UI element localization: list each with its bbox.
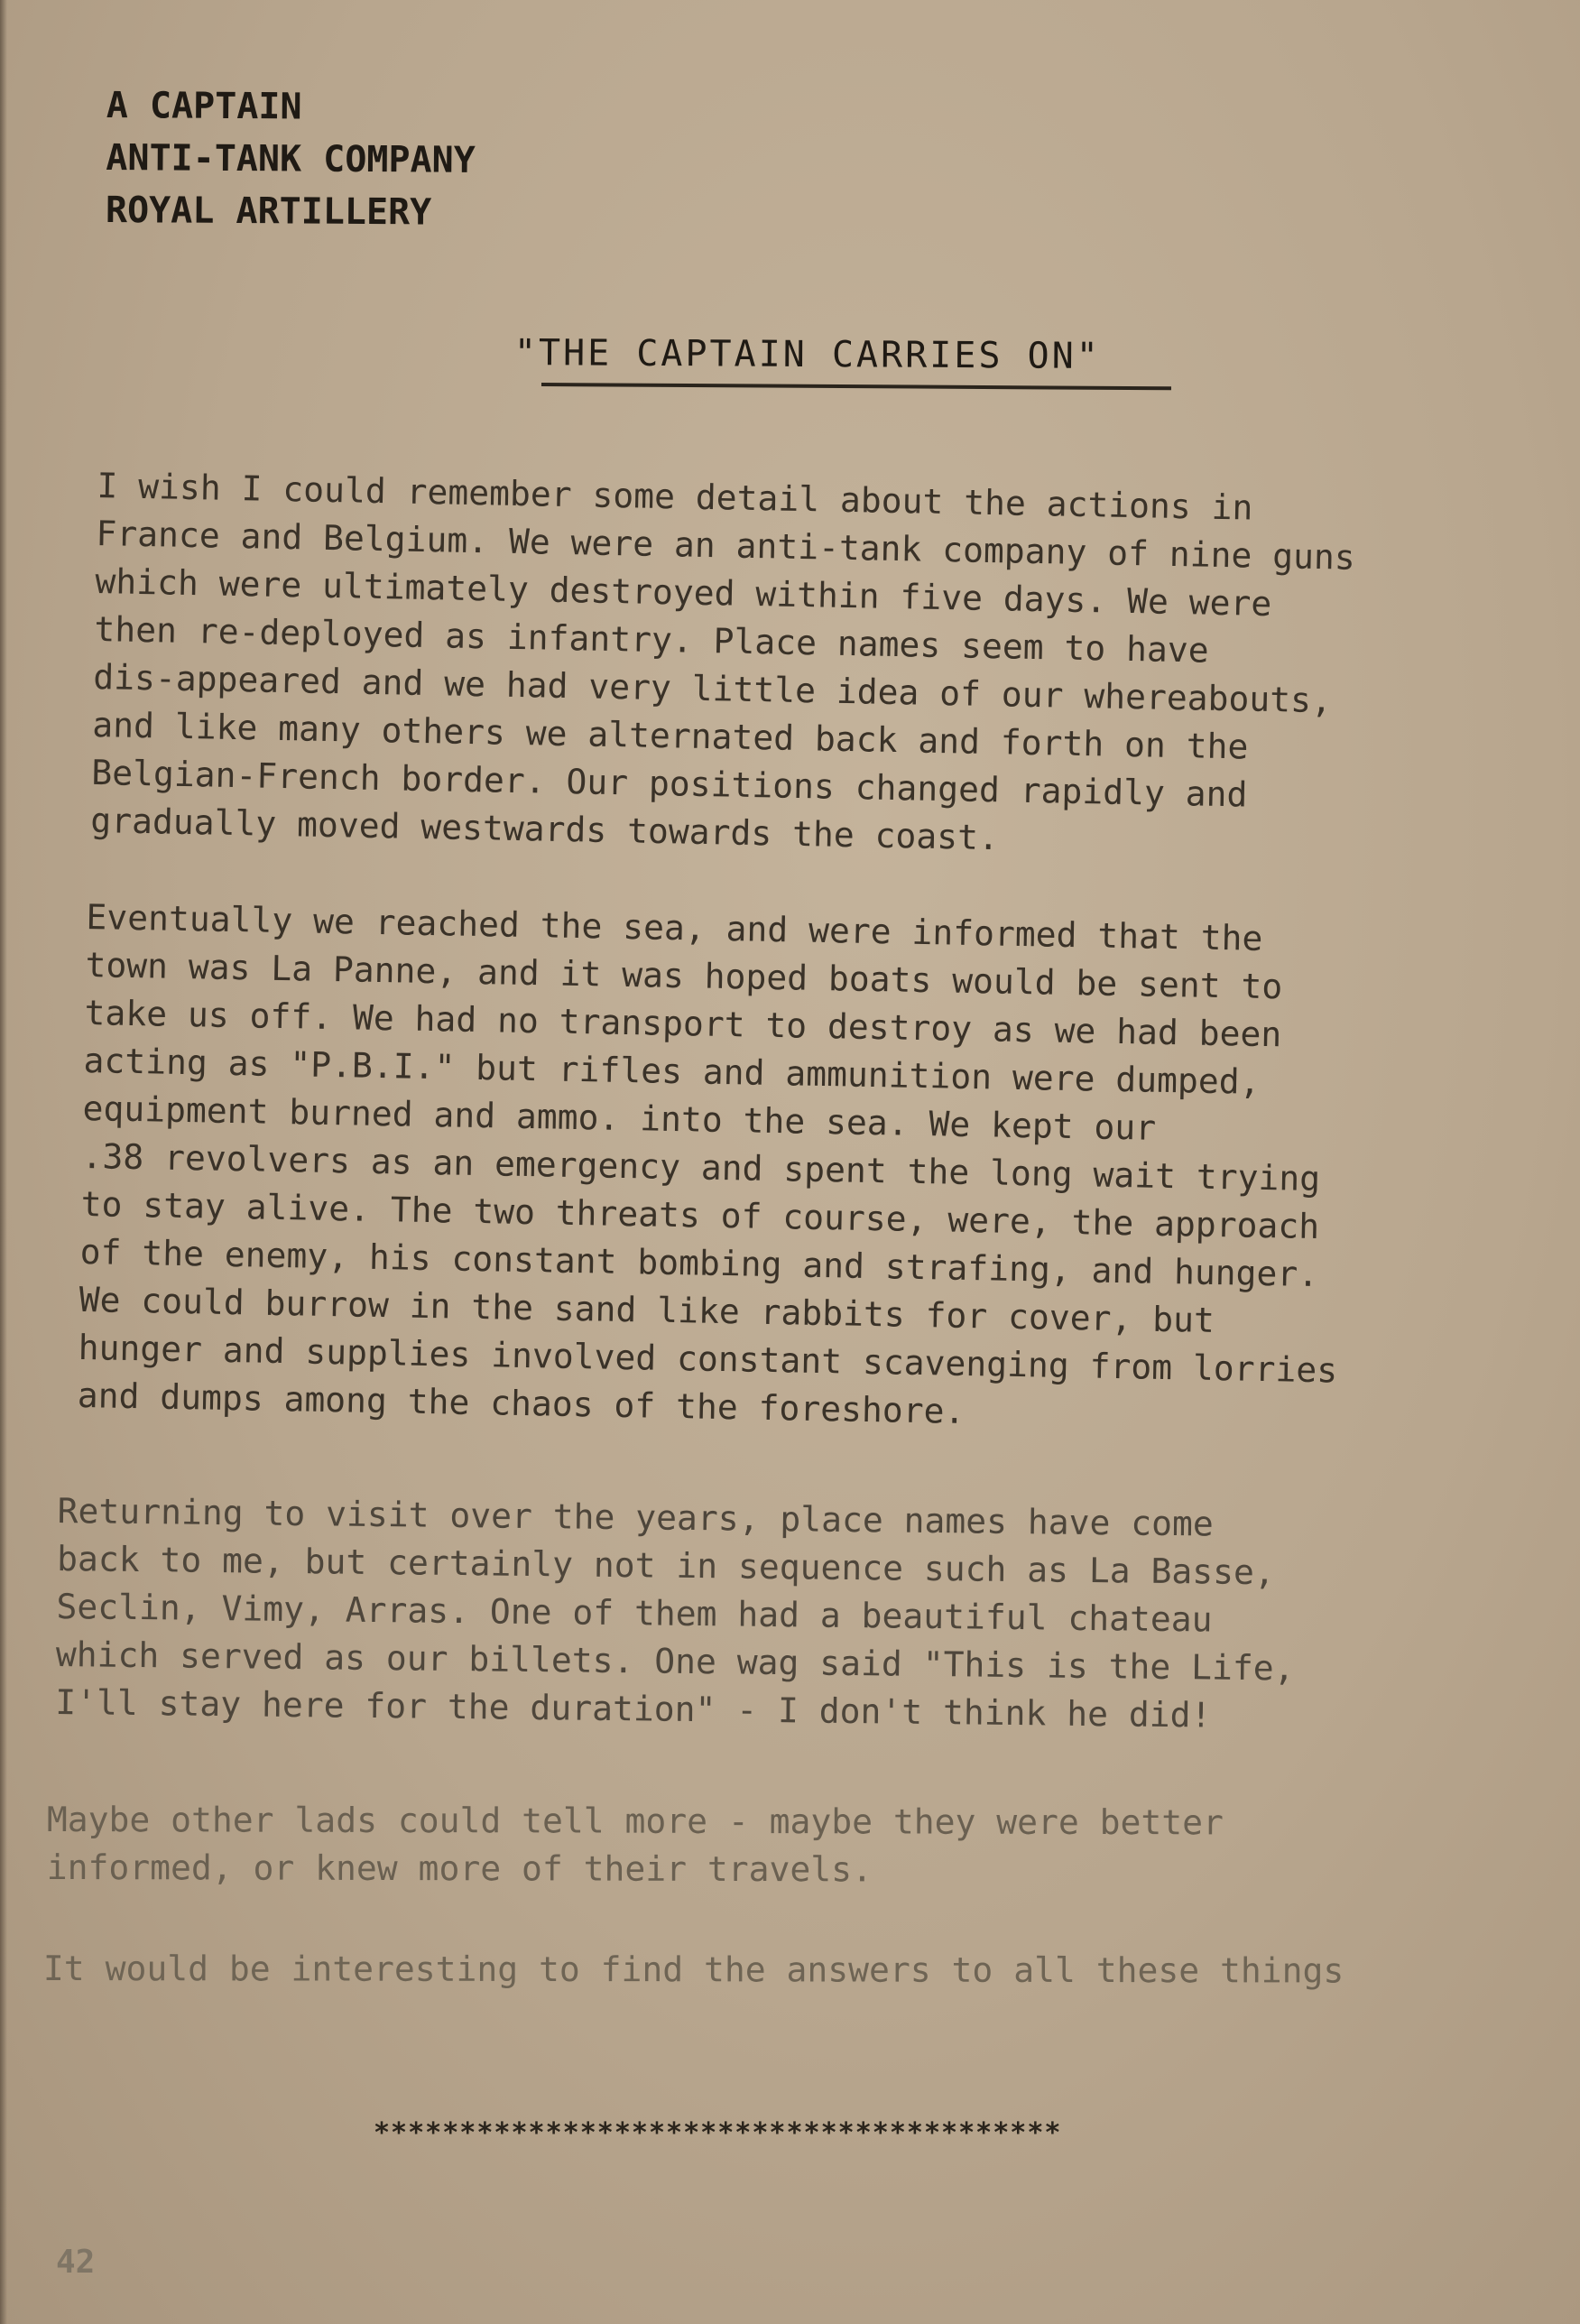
- text-line: which were ultimately destroyed within five days. We were: [95, 560, 1272, 625]
- text-line: France and Belgium. We were an anti-tank company of nine guns: [96, 513, 1356, 578]
- document-title: "THE CAPTAIN CARRIES ON": [513, 332, 1101, 377]
- text-line: and like many others we alternated back and forth on the: [91, 704, 1249, 767]
- text-line: to stay alive. The two threats of course, were, the approach: [80, 1183, 1320, 1247]
- text-line: hunger and supplies involved constant scavenging from lorries: [78, 1327, 1338, 1391]
- asterisk-separator: ****************************************: [374, 2117, 1062, 2149]
- text-line: .38 revolvers as an emergency and spent the long wait trying: [81, 1135, 1321, 1199]
- text-line: gradually moved westwards towards the coast.: [89, 800, 1000, 858]
- header-line: ROYAL ARTILLERY: [105, 189, 432, 234]
- text-line: back to me, but certainly not in sequence such as La Basse,: [56, 1538, 1276, 1593]
- title-underline: [541, 383, 1171, 390]
- paragraph-5: [43, 1945, 1344, 1995]
- text-line: Belgian-French border. Our positions changed rapidly and: [90, 752, 1248, 815]
- page-number: 42: [56, 2244, 96, 2281]
- text-line: Maybe other lads could tell more - maybe they were better: [46, 1800, 1224, 1843]
- paragraph-2: [77, 893, 1345, 1442]
- text-line: I wish I could remember some detail about the actions in: [97, 465, 1253, 528]
- text-line: It would be interesting to find the answers to all these things: [42, 1949, 1344, 1991]
- text-line: dis-appeared and we had very little idea of our whereabouts,: [93, 656, 1333, 721]
- text-line: of the enemy, his constant bombing and strafing, and hunger.: [79, 1231, 1319, 1295]
- page-edge-shadow: [0, 0, 7, 2324]
- text-line: and dumps among the chaos of the foreshore.: [77, 1375, 966, 1431]
- paragraph-3: [55, 1487, 1297, 1741]
- text-line: Eventually we reached the sea, and were informed that the: [86, 896, 1263, 958]
- author-header: [106, 79, 476, 239]
- text-line: take us off. We had no transport to destroy as we had been: [84, 992, 1282, 1055]
- paragraph-1: [90, 462, 1356, 869]
- text-line: I'll stay here for the duration" - I don't think he did!: [55, 1681, 1212, 1736]
- text-line: then re-deployed as infantry. Place names seem to have: [94, 608, 1210, 671]
- text-line: acting as "P.B.I." but rifles and ammunition were dumped,: [83, 1040, 1261, 1102]
- text-line: town was La Panne, and it was hoped boats would be sent to: [85, 944, 1283, 1007]
- text-line: Seclin, Vimy, Arras. One of them had a beautiful chateau: [56, 1586, 1213, 1640]
- header-line: ANTI-TANK COMPANY: [106, 136, 476, 181]
- text-line: equipment burned and ammo. into the sea. We kept our: [82, 1088, 1157, 1148]
- paragraph-4: [47, 1796, 1224, 1894]
- text-line: informed, or knew more of their travels.: [46, 1847, 873, 1890]
- text-line: Returning to visit over the years, place names have come: [57, 1490, 1215, 1544]
- text-line: We could burrow in the sand like rabbits for cover, but: [79, 1279, 1215, 1340]
- header-line: A CAPTAIN: [106, 84, 302, 128]
- text-line: which served as our billets. One wag said "This is the Life,: [55, 1634, 1295, 1689]
